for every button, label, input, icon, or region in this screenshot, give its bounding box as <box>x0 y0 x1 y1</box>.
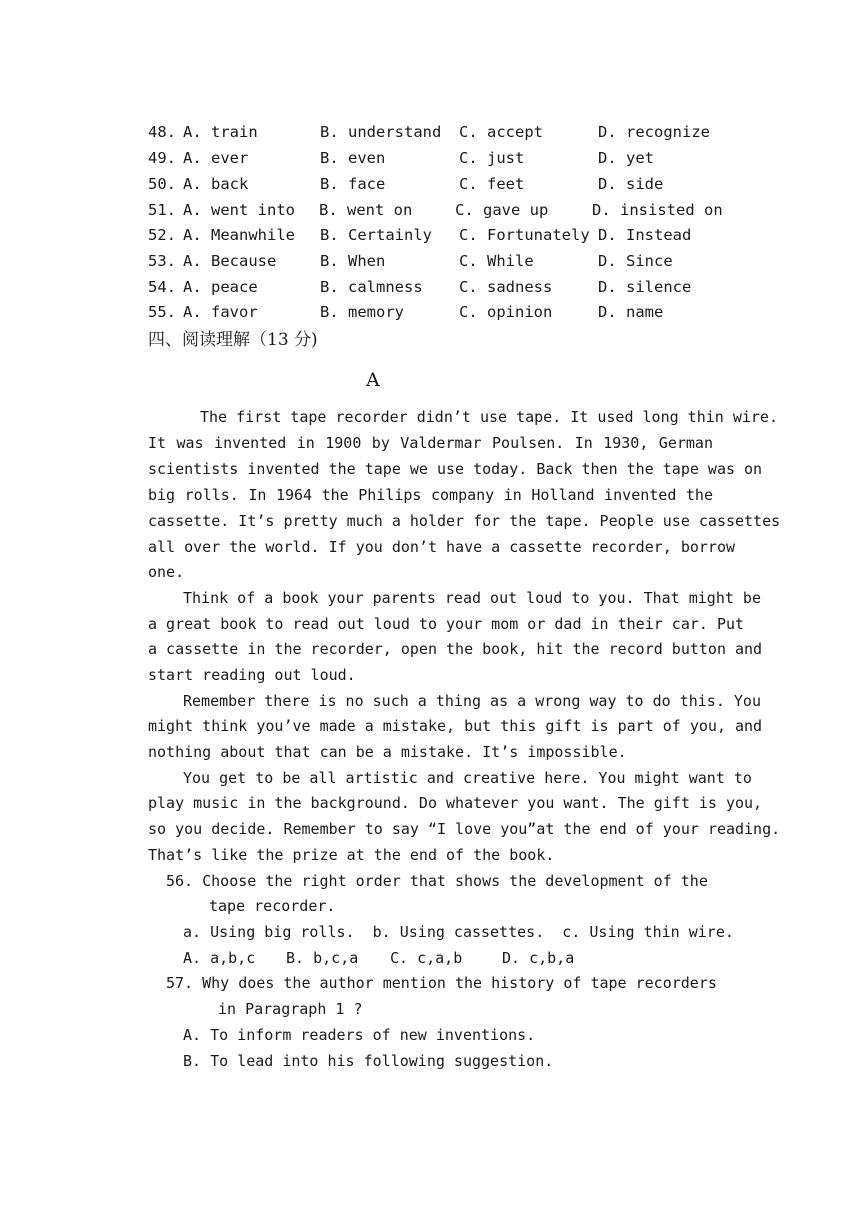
option-c: C. feet <box>459 175 525 193</box>
question-number: 52. <box>148 226 176 244</box>
option-b: B. b,c,a <box>286 949 359 967</box>
question-number: 53. <box>148 252 176 270</box>
question-57-option-a: A. To inform readers of new inventions. <box>183 1026 536 1044</box>
option-b: B. understand <box>320 123 442 141</box>
question-number: 55. <box>148 303 176 321</box>
passage-line: It was invented in 1900 by Valdermar Poulsen. In 1930, German <box>148 434 713 452</box>
passage-letter: A <box>366 369 380 391</box>
question-number: 54. <box>148 278 176 296</box>
passage-line: a cassette in the recorder, open the book, hit the record button and <box>148 640 763 658</box>
question-56-items: a. Using big rolls. b. Using cassettes. c. Using thin wire. <box>183 923 734 941</box>
passage-line: one. <box>148 563 185 581</box>
option-d: D. side <box>598 175 664 193</box>
passage-line: You get to be all artistic and creative here. You might want to <box>183 769 752 787</box>
option-b: B. went on <box>319 201 413 219</box>
passage-line: cassette. It’s pretty much a holder for the tape. People use cassettes <box>148 512 781 530</box>
option-b: B. When <box>320 252 386 270</box>
passage-line: start reading out loud. <box>148 666 356 684</box>
option-row <box>148 172 664 196</box>
question-56-options <box>183 945 603 971</box>
option-row <box>148 146 654 170</box>
option-a: A. went into <box>183 201 295 219</box>
option-c: C. opinion <box>459 303 553 321</box>
option-a: A. favor <box>183 303 258 321</box>
option-row <box>148 300 664 324</box>
option-c: C. just <box>459 149 525 167</box>
option-b: B. memory <box>320 303 404 321</box>
passage-line: play music in the background. Do whatever you want. The gift is you, <box>148 794 763 812</box>
question-56-stem: 56. Choose the right order that shows the development of the <box>166 872 708 890</box>
option-a: A. train <box>183 123 258 141</box>
option-row <box>148 120 710 144</box>
option-c: C. accept <box>459 123 543 141</box>
option-c: C. c,a,b <box>390 949 463 967</box>
question-57-stem-cont: in Paragraph 1 ? <box>218 1000 363 1018</box>
question-57-option-b: B. To lead into his following suggestion. <box>183 1052 554 1070</box>
question-number: 51. <box>148 201 176 219</box>
passage-line: scientists invented the tape we use today. Back then the tape was on <box>148 460 763 478</box>
option-d: D. insisted on <box>592 201 723 219</box>
option-a: A. ever <box>183 149 249 167</box>
passage-line: big rolls. In 1964 the Philips company in Holland invented the <box>148 486 713 504</box>
option-c: C. While <box>459 252 534 270</box>
option-b: B. calmness <box>320 278 423 296</box>
option-c: C. Fortunately <box>459 226 590 244</box>
option-b: B. face <box>320 175 386 193</box>
option-d: D. name <box>598 303 664 321</box>
option-d: D. recognize <box>598 123 710 141</box>
passage-line: a great book to read out loud to your mom or dad in their car. Put <box>148 615 745 633</box>
option-d: D. Instead <box>598 226 692 244</box>
option-d: D. Since <box>598 252 673 270</box>
passage-line: Think of a book your parents read out loud to you. That might be <box>183 589 761 607</box>
passage-line: The first tape recorder didn’t use tape. It used long thin wire. <box>200 408 778 426</box>
question-number: 48. <box>148 123 176 141</box>
option-a: A. Meanwhile <box>183 226 295 244</box>
passage-line: so you decide. Remember to say “I love you”at the end of your reading. <box>148 820 781 838</box>
option-row <box>148 223 692 247</box>
option-c: C. sadness <box>459 278 553 296</box>
option-row <box>148 249 673 273</box>
option-b: B. Certainly <box>320 226 432 244</box>
option-row <box>148 275 692 299</box>
option-row <box>148 198 723 222</box>
option-c: C. gave up <box>455 201 549 219</box>
option-a: A. Because <box>183 252 277 270</box>
passage-line: might think you’ve made a mistake, but this gift is part of you, and <box>148 717 763 735</box>
option-d: D. yet <box>598 149 654 167</box>
question-57-stem: 57. Why does the author mention the history of tape recorders <box>166 974 717 992</box>
option-d: D. c,b,a <box>502 949 575 967</box>
option-a: A. peace <box>183 278 258 296</box>
option-b: B. even <box>320 149 386 167</box>
question-number: 49. <box>148 149 176 167</box>
passage-line: nothing about that can be a mistake. It’s impossible. <box>148 743 627 761</box>
passage-line: all over the world. If you don’t have a cassette recorder, borrow <box>148 538 735 556</box>
section-title: 四、阅读理解（13 分) <box>148 330 318 350</box>
option-a: A. a,b,c <box>183 949 256 967</box>
option-d: D. silence <box>598 278 692 296</box>
question-number: 50. <box>148 175 176 193</box>
passage-line: Remember there is no such a thing as a wrong way to do this. You <box>183 692 761 710</box>
question-56-stem-cont: tape recorder. <box>209 897 336 915</box>
option-a: A. back <box>183 175 249 193</box>
passage-line: That’s like the prize at the end of the book. <box>148 846 555 864</box>
